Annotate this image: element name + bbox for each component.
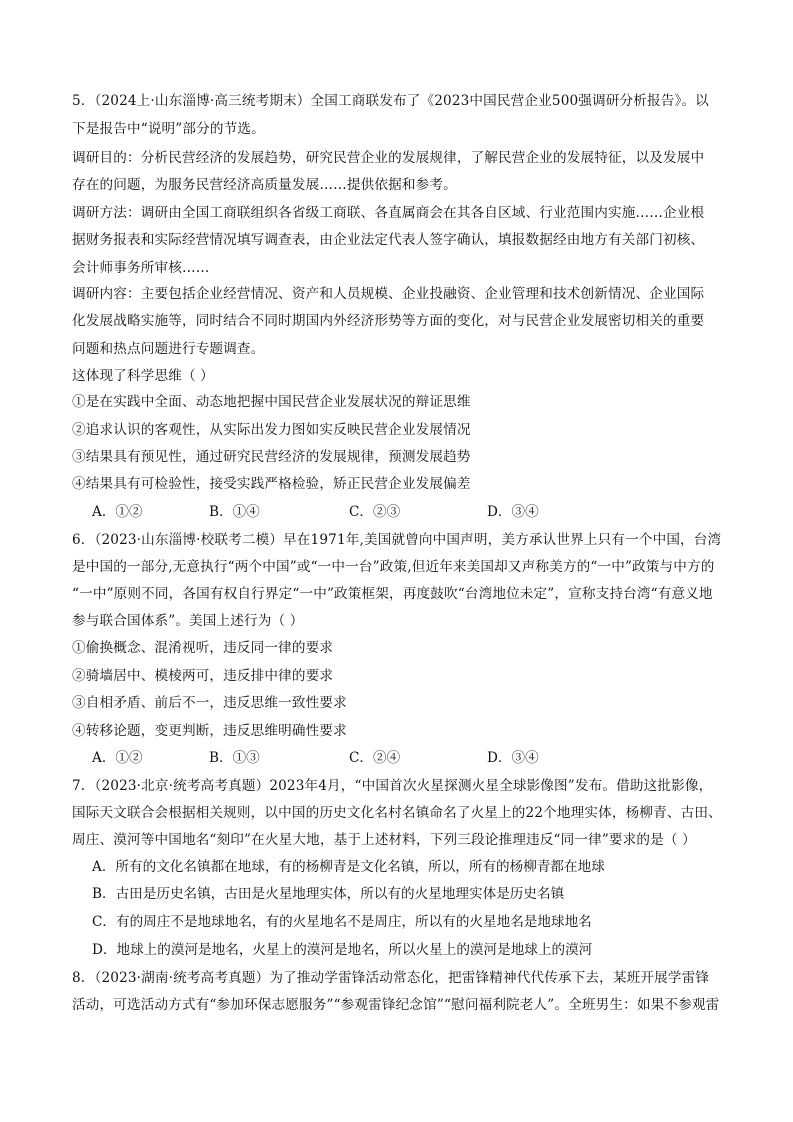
- statement-2: ②骑墙居中、模棱两可，违反排中律的要求: [72, 668, 334, 684]
- option-c: C．②④: [349, 750, 401, 766]
- option-c: C．②③: [349, 504, 401, 520]
- text-line: 是中国的一部分,无意执行“两个中国”或“一中一台”政策,但近年来美国却又声称美方的“一中”政策与中方的: [72, 559, 715, 575]
- option-d: D．③④: [487, 504, 539, 520]
- text-line: 下是报告中“说明”部分的节选。: [72, 121, 265, 137]
- text-line: 7．（2023·北京·统考高考真题）2023年4月，“中国首次火星探测火星全球影像图”发布。借助这批影像，: [72, 778, 713, 794]
- text-line: 存在的问题，为服务民营经济高质量发展……提供依据和参考。: [72, 177, 457, 193]
- statement-4: ④转移论题，变更判断，违反思维明确性要求: [72, 723, 347, 739]
- text-line: 5．（2024上·山东淄博·高三统考期末）全国工商联发布了《2023中国民营企业500强调研分析报告》。以: [72, 93, 709, 109]
- text-line: 会计师事务所审核……: [72, 260, 210, 276]
- text-line: 调研方法：调研由全国工商联组织各省级工商联、各直属商会在其各自区域、行业范围内实施……企业根: [72, 205, 705, 221]
- text-line: 化发展战略实施等，同时结合不同时期国内外经济形势等方面的变化，对与民营企业发展密切相关的重要: [72, 313, 705, 329]
- text-line: 6．（2023·山东淄博·校联考二模）早在1971年,美国就曾向中国声明，美方承认世界上只有一个中国，台湾: [72, 532, 722, 548]
- option-a: A．所有的文化名镇都在地球，有的杨柳青是文化名镇，所以，所有的杨柳青都在地球: [92, 859, 605, 875]
- option-d: D．地球上的漠河是地名，火星上的漠河是地名，所以火星上的漠河是地球上的漠河: [92, 942, 593, 958]
- text-line: 8．（2023·湖南·统考高考真题）为了推动学雷锋活动常态化，把雷锋精神代代传承下去，某班开展学雷锋: [72, 970, 710, 986]
- question-stem: 这体现了科学思维（ ）: [72, 368, 214, 384]
- statement-3: ③结果具有预见性，通过研究民营经济的发展规律，预测发展趋势: [72, 449, 471, 465]
- option-d: D．③④: [487, 750, 539, 766]
- statement-2: ②追求认识的客观性，从实际出发力图如实反映民营企业发展情况: [72, 422, 471, 438]
- text-line: 活动，可选活动方式有“参加环保志愿服务”“参观雷锋纪念馆”“慰问福利院老人”。全班男生：如果不参观雷: [72, 997, 720, 1013]
- question-stem: 周庄、漠河等中国地名“刻印”在火星大地，基于上述材料，下列三段论推理违反“同一律”要求的是（ ）: [72, 832, 696, 848]
- statement-1: ①偷换概念、混淆视听，违反同一律的要求: [72, 640, 334, 656]
- text-line: “一中”原则不同，各国有权自行界定“一中”政策框架，再度鼓吹“台湾地位未定”，宣称支持台湾“有意义地: [72, 586, 713, 602]
- question-stem: 参与联合国体系”。美国上述行为（ ）: [72, 613, 304, 629]
- text-line: 调研内容：主要包括企业经营情况、资产和人员规模、企业投融资、企业管理和技术创新情况、企业国际: [72, 286, 705, 302]
- option-c: C．有的周庄不是地球地名，有的火星地名不是周庄，所以有的火星地名是地球地名: [92, 914, 592, 930]
- option-a: A．①②: [92, 750, 143, 766]
- text-line: 据财务报表和实际经营情况填写调查表，由企业法定代表人签字确认，填报数据经由地方有关部门初核、: [72, 232, 705, 248]
- option-b: B．①④: [209, 504, 260, 520]
- text-line: 问题和热点问题进行专题调查。: [72, 341, 265, 357]
- text-line: 国际天文联合会根据相关规则，以中国的历史文化名村名镇命名了火星上的22个地理实体，杨柳青、古田、: [72, 805, 722, 821]
- statement-1: ①是在实践中全面、动态地把握中国民营企业发展状况的辩证思维: [72, 394, 471, 410]
- option-b: B．①③: [209, 750, 260, 766]
- text-line: 调研目的：分析民营经济的发展趋势，研究民营企业的发展规律，了解民营企业的发展特征，以及发展中: [72, 150, 705, 166]
- option-a: A．①②: [92, 504, 143, 520]
- statement-4: ④结果具有可检验性，接受实践严格检验，矫正民营企业发展偏差: [72, 476, 471, 492]
- statement-3: ③自相矛盾、前后不一，违反思维一致性要求: [72, 695, 347, 711]
- option-b: B．古田是历史名镇，古田是火星地理实体，所以有的火星地理实体是历史名镇: [92, 886, 565, 902]
